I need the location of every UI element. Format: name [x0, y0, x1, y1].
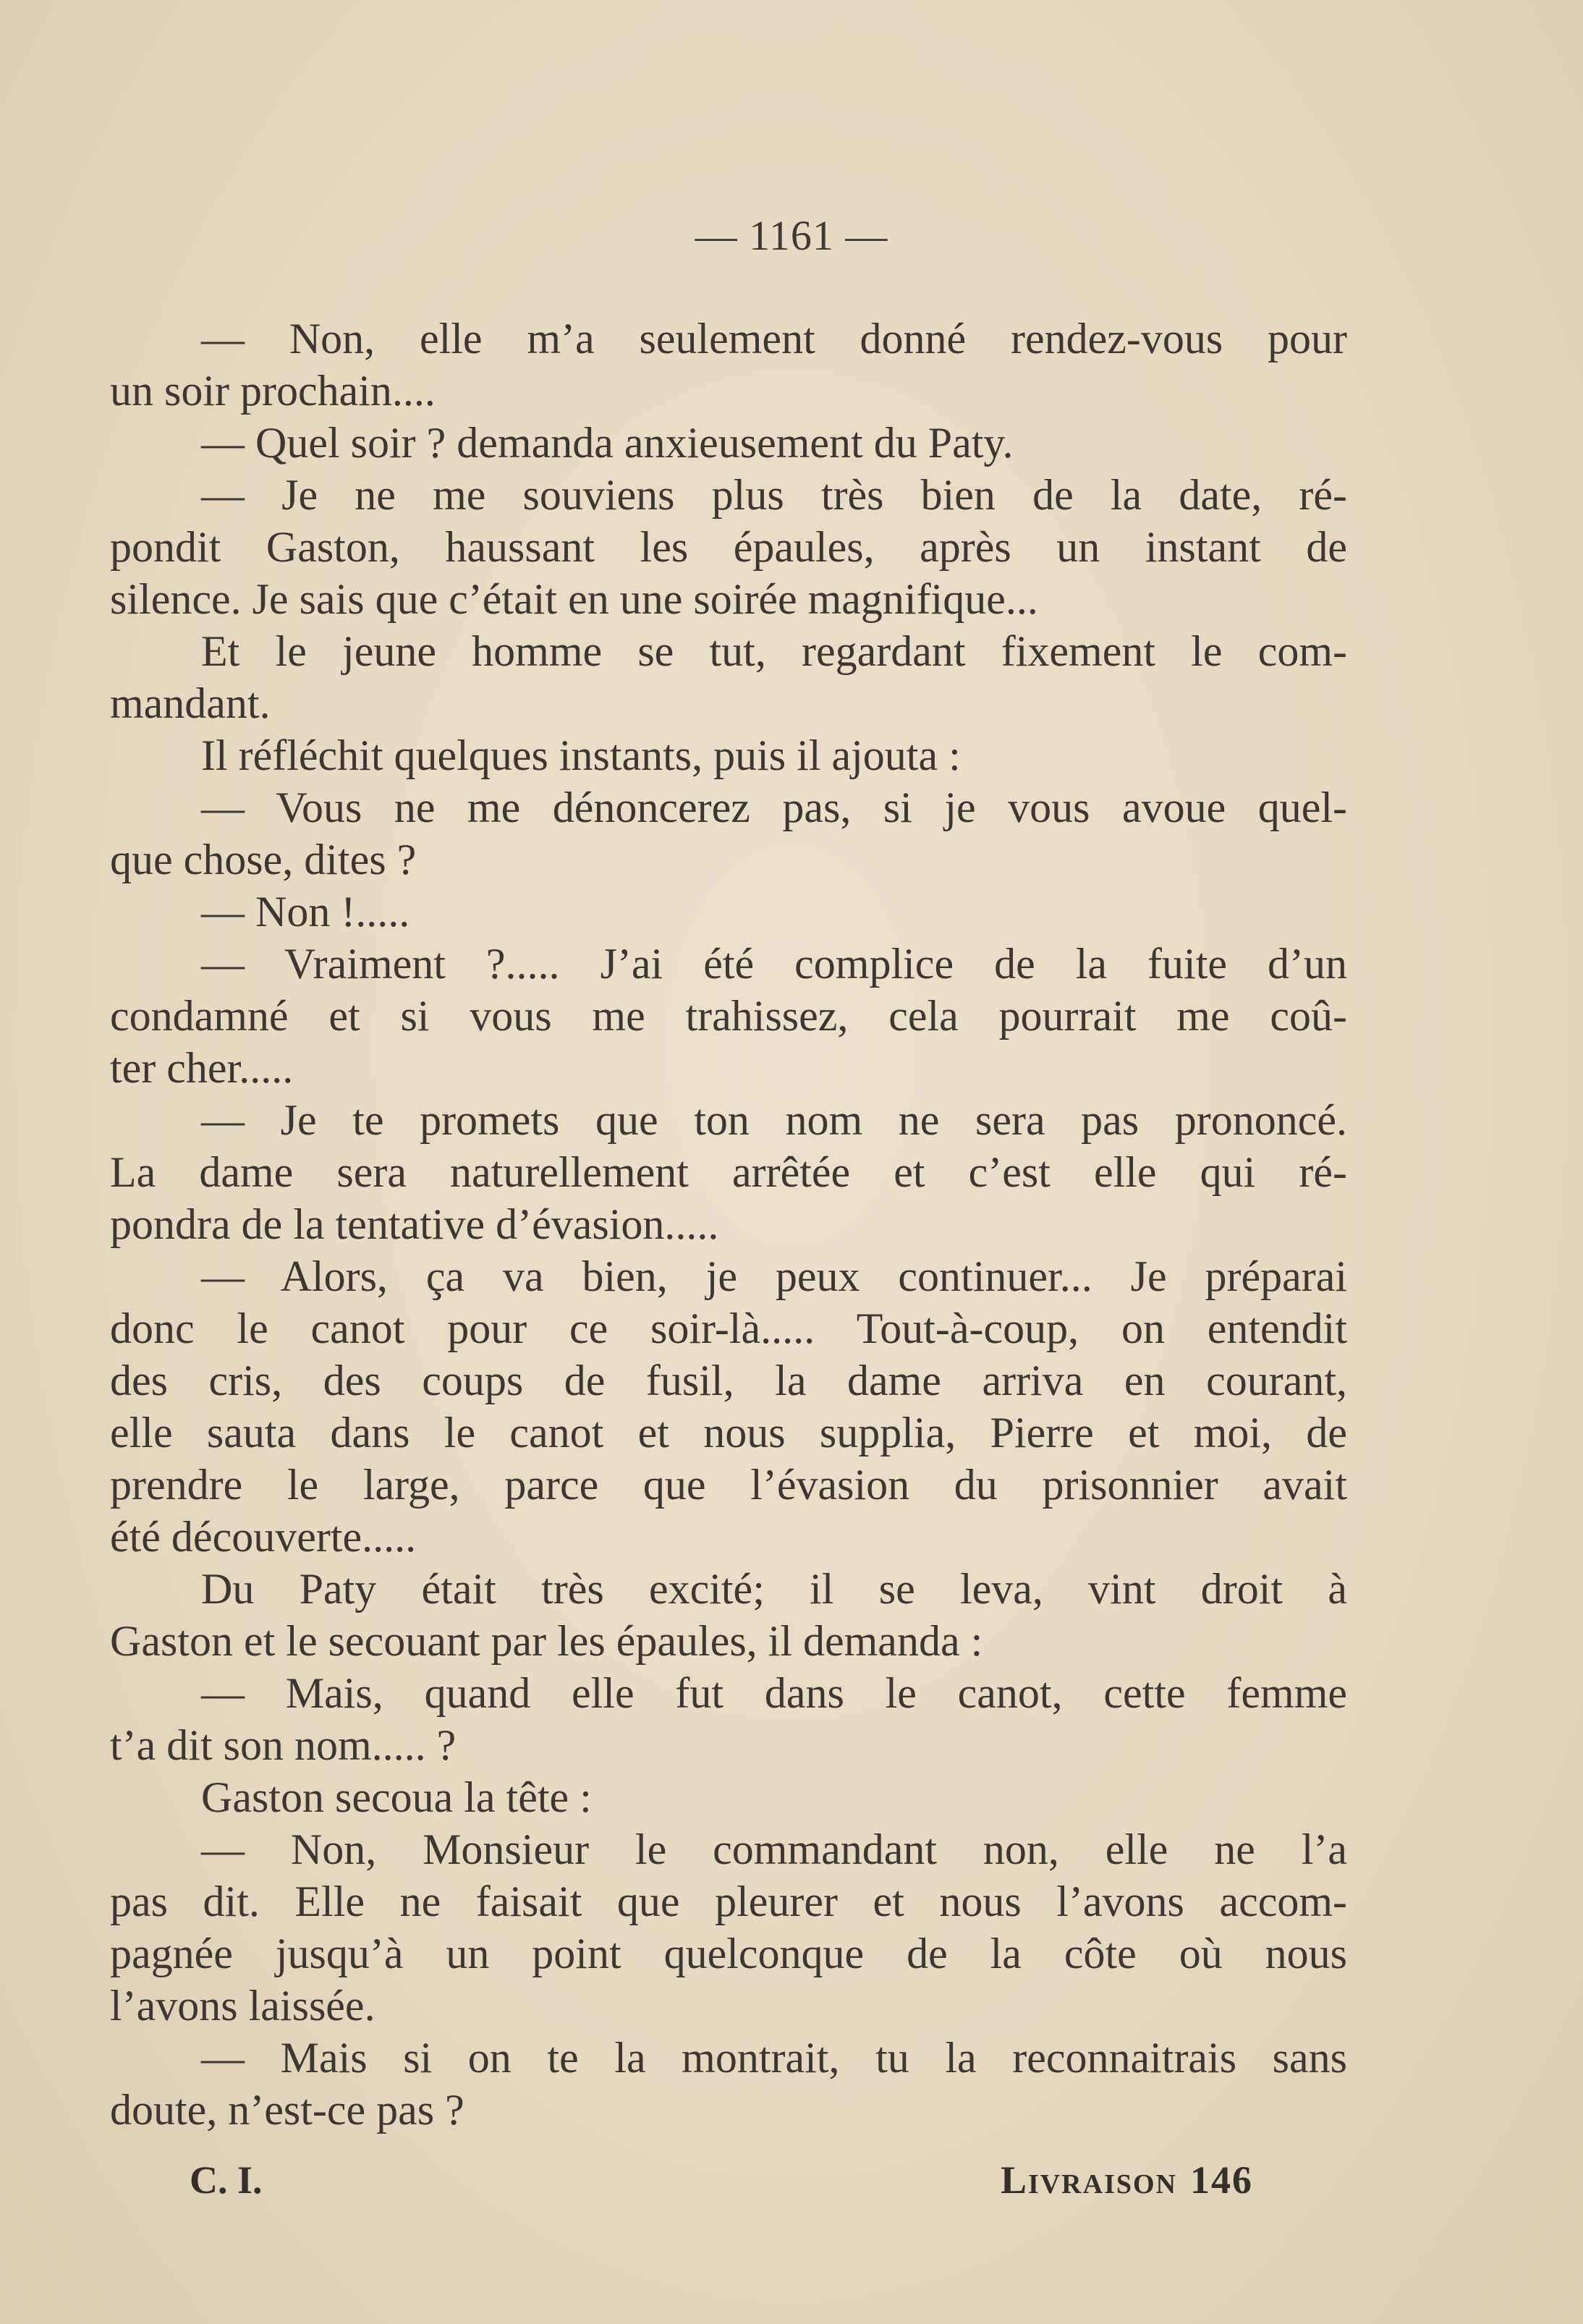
text-line: — Je ne me souviens plus très bien de la date, ré- [201, 471, 1347, 519]
text-line: — Quel soir ? demanda anxieusement du Paty. [201, 419, 1014, 467]
text-line: — Vous ne me dénoncerez pas, si je vous avoue quel- [201, 784, 1347, 831]
footer-livraison [1001, 2158, 1253, 2202]
text-line: des cris, des coups de fusil, la dame arriva en courant, [110, 1357, 1347, 1404]
footer-livraison-number: 146 [1190, 2158, 1253, 2202]
text-line: un soir prochain.... [110, 367, 436, 415]
footer-livraison-label: Livraison [1000, 2158, 1177, 2202]
text-line: pas dit. Elle ne faisait que pleurer et nous l’avons accom- [110, 1878, 1347, 1925]
text-line: — Mais si on te la montrait, tu la reconnaitrais sans [201, 2034, 1347, 2082]
text-line: Il réfléchit quelques instants, puis il ajouta : [201, 731, 961, 779]
text-line: condamné et si vous me trahissez, cela pourrait me coû- [110, 992, 1347, 1040]
text-line: été découverte..... [110, 1513, 417, 1561]
text-line: Gaston secoua la tête : [201, 1773, 592, 1821]
text-line: donc le canot pour ce soir-là..... Tout-à-coup, on entendit [110, 1305, 1347, 1352]
text-line: — Non, elle m’a seulement donné rendez-vous pour [201, 315, 1347, 362]
text-line: l’avons laissée. [110, 1982, 375, 2030]
text-line: que chose, dites ? [110, 836, 417, 883]
text-line: Gaston et le secouant par les épaules, il demanda : [110, 1617, 983, 1665]
text-line: pondra de la tentative d’évasion..... [110, 1200, 719, 1248]
page-number-header: — 1161 — [695, 212, 888, 259]
text-line: pondit Gaston, haussant les épaules, après un instant de [110, 523, 1347, 571]
text-line: Du Paty était très excité; il se leva, vint droit à [201, 1565, 1347, 1613]
text-line: — Alors, ça va bien, je peux continuer... Je préparai [201, 1252, 1347, 1300]
text-line: t’a dit son nom..... ? [110, 1721, 457, 1769]
footer-signature-mark: C. I. [190, 2158, 263, 2202]
text-line: prendre le large, parce que l’évasion du prisonnier avait [110, 1461, 1347, 1509]
text-line: — Vraiment ?..... J’ai été complice de la fuite d’un [201, 940, 1347, 988]
text-line: La dame sera naturellement arrêtée et c’est elle qui ré- [110, 1148, 1347, 1196]
text-line: elle sauta dans le canot et nous supplia, Pierre et moi, de [110, 1409, 1347, 1456]
text-line: — Mais, quand elle fut dans le canot, cette femme [201, 1669, 1347, 1717]
text-line: — Je te promets que ton nom ne sera pas prononcé. [201, 1096, 1347, 1144]
text-line: doute, n’est-ce pas ? [110, 2086, 464, 2134]
text-line: Et le jeune homme se tut, regardant fixement le com- [201, 627, 1347, 675]
text-line: ter cher..... [110, 1044, 294, 1092]
text-line: pagnée jusqu’à un point quelconque de la côte où nous [110, 1930, 1347, 1977]
text-line: mandant. [110, 679, 271, 727]
text-line: — Non !..... [201, 888, 410, 936]
body-text [110, 313, 1347, 2136]
text-line: silence. Je sais que c’était en une soirée magnifique... [110, 575, 1038, 623]
text-line: — Non, Monsieur le commandant non, elle ne l’a [201, 1825, 1347, 1873]
